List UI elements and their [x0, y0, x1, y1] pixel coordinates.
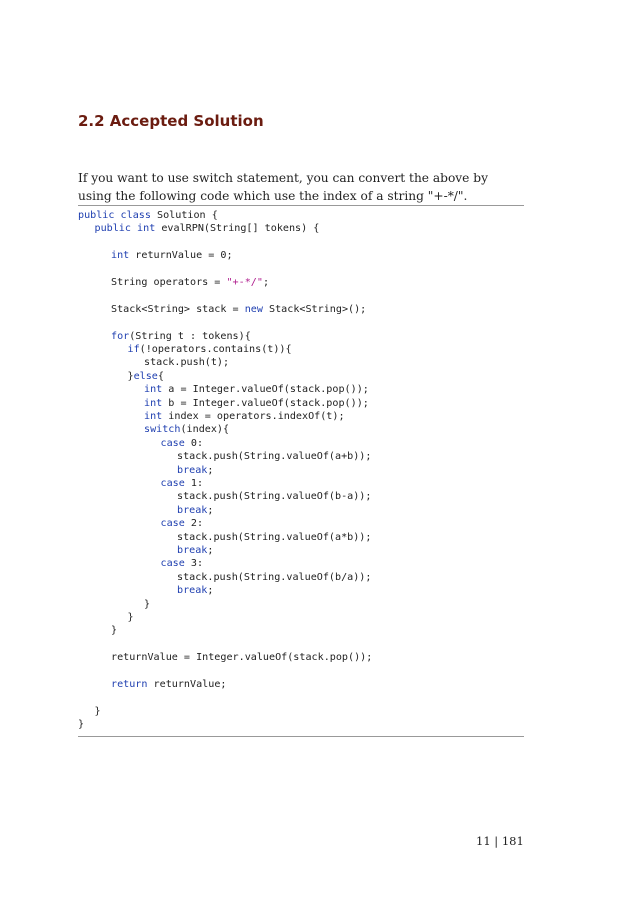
code-text: ; [207, 585, 214, 597]
code-keyword: public class [78, 210, 151, 221]
code-text: Stack<String> stack = [111, 303, 245, 315]
code-keyword: int [144, 397, 163, 409]
code-keyword: case [160, 518, 185, 530]
code-text: } [94, 705, 101, 717]
code-line [128, 343, 292, 356]
code-keyword: return [111, 679, 148, 690]
code-keyword: break [177, 585, 208, 597]
code-text: stack.push(String.valueOf(a+b)); [177, 451, 372, 463]
code-keyword: case [160, 478, 185, 489]
code-line [177, 450, 371, 463]
code-text: } [78, 719, 85, 731]
code-text: { [157, 370, 164, 382]
code-line [78, 209, 218, 222]
code-keyword: switch [144, 424, 181, 436]
code-line [177, 544, 213, 557]
code-text: (String t : tokens){ [129, 330, 251, 342]
code-text: (!operators.contains(t)){ [139, 344, 292, 355]
code-keyword: int [144, 411, 163, 422]
code-text: ; [207, 504, 214, 516]
code-text: stack.push(String.valueOf(b-a)); [177, 491, 372, 503]
code-string: "+-*/" [226, 277, 263, 288]
section-title: 2.2 Accepted Solution [78, 112, 264, 130]
code-line [111, 678, 226, 691]
code-keyword: break [177, 504, 208, 516]
code-line [177, 584, 213, 597]
code-text: stack.push(String.valueOf(b/a)); [177, 571, 372, 583]
code-line [144, 397, 369, 410]
code-keyword: if [127, 344, 140, 355]
code-line [161, 437, 204, 450]
page-number: 11 | 181 [476, 834, 524, 848]
code-keyword: new [244, 303, 263, 315]
code-text: } [144, 598, 151, 610]
code-text: } [127, 612, 134, 623]
code-line [177, 531, 371, 544]
code-text: } [127, 370, 134, 382]
code-text: ; [207, 545, 214, 556]
code-text: returnValue = 0; [129, 250, 233, 262]
code-text: ; [207, 464, 214, 476]
code-keyword: break [177, 464, 208, 476]
code-line [144, 356, 229, 369]
code-line [128, 370, 164, 383]
code-line [111, 330, 251, 343]
code-text: evalRPN(String[] tokens) { [155, 223, 320, 235]
code-line [144, 410, 345, 423]
code-keyword: else [133, 370, 158, 382]
code-line [111, 624, 117, 637]
code-text: String operators = [111, 277, 227, 288]
code-text: ; [262, 277, 270, 288]
code-text: 2: [184, 518, 204, 530]
code-line [111, 303, 366, 316]
code-line [95, 705, 101, 718]
code-text: Solution { [150, 210, 218, 221]
code-text: index = operators.indexOf(t); [162, 411, 345, 422]
code-line [144, 383, 369, 396]
code-line [161, 477, 204, 490]
code-line [95, 222, 320, 235]
code-text: a = Integer.valueOf(stack.pop()); [162, 384, 369, 396]
code-line [177, 571, 371, 584]
code-line [128, 611, 134, 624]
code-keyword: for [111, 330, 130, 342]
intro-paragraph: If you want to use switch statement, you can convert the above by using the following code which use the index of a string "+-*/". [78, 171, 488, 203]
code-line [111, 249, 233, 262]
code-top-rule [78, 205, 524, 206]
code-line [177, 464, 213, 477]
code-keyword: public int [94, 223, 156, 235]
code-keyword: case [160, 558, 185, 570]
code-line [161, 557, 204, 570]
code-line [111, 651, 372, 664]
code-text: stack.push(t); [144, 357, 230, 369]
code-text: (index){ [180, 424, 230, 436]
code-keyword: case [160, 437, 185, 449]
code-text: returnValue = Integer.valueOf(stack.pop()); [111, 652, 373, 664]
code-text: stack.push(String.valueOf(a*b)); [177, 531, 372, 543]
code-text: returnValue; [147, 679, 227, 690]
code-line [161, 517, 204, 530]
code-text: 0: [184, 437, 204, 449]
code-line [177, 504, 213, 517]
code-line [111, 276, 269, 289]
code-bottom-rule [78, 736, 524, 737]
code-line [144, 598, 150, 611]
code-text: b = Integer.valueOf(stack.pop()); [162, 397, 369, 409]
code-line [144, 423, 229, 436]
code-keyword: int [144, 384, 163, 396]
code-line [177, 490, 371, 503]
code-line [78, 718, 84, 731]
code-text: 3: [184, 558, 204, 570]
code-keyword: break [177, 545, 208, 556]
code-keyword: int [111, 250, 130, 262]
code-text: } [111, 625, 118, 637]
code-text: 1: [184, 478, 204, 489]
code-text: Stack<String>(); [262, 303, 367, 315]
